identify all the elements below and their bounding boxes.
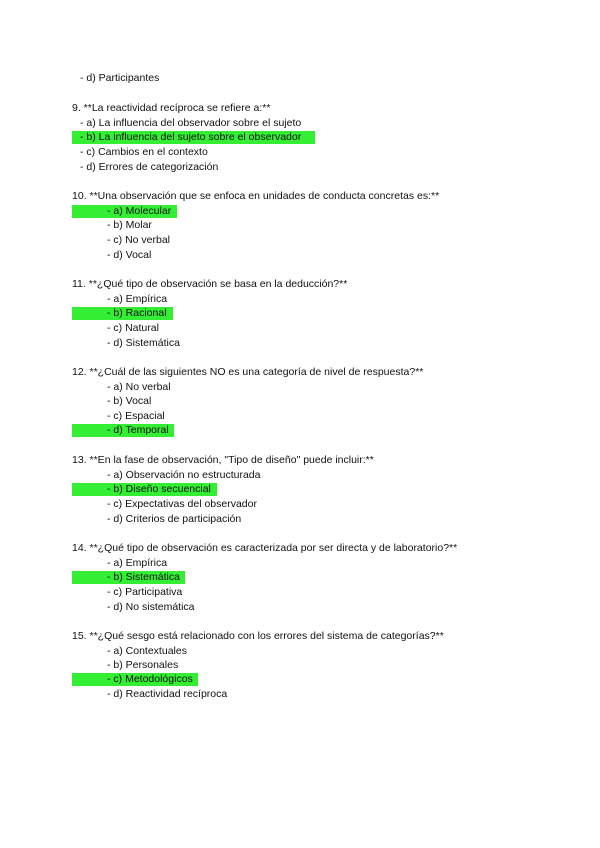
question-10: 10. **Una observación que se enfoca en unidades de conducta concretas es:** [72, 190, 440, 202]
q14-option-b-highlighted: - b) Sistemática [72, 571, 185, 584]
q10-option-c: - c) No verbal [107, 234, 171, 246]
q13-option-d: - d) Criterios de participación [107, 513, 242, 525]
q13-option-a: - a) Observación no estructurada [107, 469, 261, 481]
q11-option-d: - d) Sistemática [107, 337, 180, 349]
question-15: 15. **¿Qué sesgo está relacionado con los errores del sistema de categorías?** [72, 630, 444, 642]
question-12: 12. **¿Cuál de las siguientes NO es una categoría de nivel de respuesta?** [72, 366, 424, 378]
q9-option-a: - a) La influencia del observador sobre el sujeto [80, 117, 302, 129]
question-14: 14. **¿Qué tipo de observación es caracterizada por ser directa y de laboratorio?** [72, 542, 458, 554]
question-11: 11. **¿Qué tipo de observación se basa en la deducción?** [72, 278, 348, 290]
q15-option-a: - a) Contextuales [107, 645, 187, 657]
question-13: 13. **En la fase de observación, "Tipo de diseño" puede incluir:** [72, 454, 374, 466]
q10-option-d: - d) Vocal [107, 249, 152, 261]
intro-option: - d) Participantes [80, 72, 160, 84]
q12-option-a: - a) No verbal [107, 381, 171, 393]
q12-option-c: - c) Espacial [107, 410, 165, 422]
q10-option-a-highlighted: - a) Molecular [72, 205, 177, 218]
q9-option-d: - d) Errores de categorización [80, 161, 219, 173]
q12-option-b: - b) Vocal [107, 395, 152, 407]
q15-option-c-highlighted: - c) Metodológicos [72, 673, 198, 686]
q9-option-b-highlighted: - b) La influencia del sujeto sobre el observador [72, 131, 315, 144]
q15-option-d: - d) Reactividad recíproca [107, 688, 228, 700]
q15-option-b: - b) Personales [107, 659, 179, 671]
q12-option-d-highlighted: - d) Temporal [72, 424, 174, 437]
q13-option-c: - c) Expectativas del observador [107, 498, 257, 510]
q9-option-c: - c) Cambios en el contexto [80, 146, 208, 158]
q11-option-c: - c) Natural [107, 322, 159, 334]
q13-option-b-highlighted: - b) Diseño secuencial [72, 483, 217, 496]
question-9: 9. **La reactividad recíproca se refiere a:** [72, 102, 271, 114]
q14-option-a: - a) Empírica [107, 557, 168, 569]
q11-option-a: - a) Empírica [107, 293, 168, 305]
q11-option-b-highlighted: - b) Racional [72, 307, 173, 320]
q14-option-c: - c) Participativa [107, 586, 183, 598]
q14-option-d: - d) No sistemática [107, 601, 195, 613]
q10-option-b: - b) Molar [107, 219, 152, 231]
